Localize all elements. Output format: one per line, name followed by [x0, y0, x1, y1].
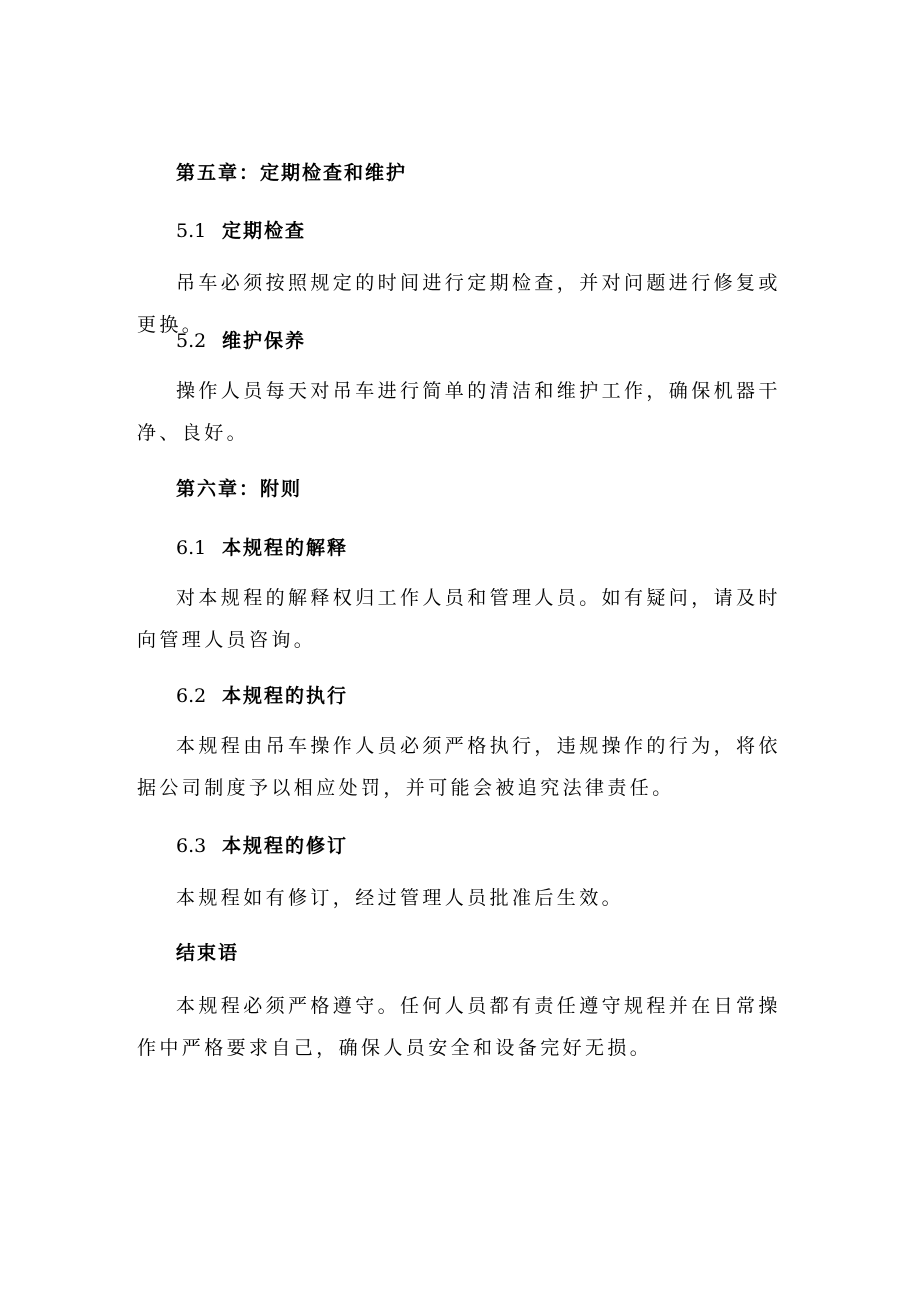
- section-6-2-number: 6.2: [176, 685, 207, 707]
- section-6-1-number: 6.1: [176, 537, 207, 559]
- section-5-2-title: 维护保养: [222, 330, 307, 352]
- section-5-2-heading: [176, 320, 836, 362]
- chapter-6-heading: 第六章：附则: [176, 478, 303, 500]
- section-5-1-paragraph: 吊车必须按照规定的时间进行定期检查，并对问题进行修复或更换。: [137, 272, 781, 336]
- section-5-1-title: 定期检查: [222, 220, 307, 242]
- section-6-3-title: 本规程的修订: [222, 835, 349, 857]
- section-6-1-paragraph: 对本规程的解释权归工作人员和管理人员。如有疑问，请及时向管理人员咨询。: [137, 587, 781, 651]
- section-6-1-heading: [176, 527, 836, 569]
- section-6-1-title: 本规程的解释: [222, 537, 349, 559]
- closing-paragraph: 本规程必须严格遵守。任何人员都有责任遵守规程并在日常操作中严格要求自己，确保人员安全和设备完好无损。: [137, 995, 781, 1059]
- section-5-1-heading: [176, 210, 836, 252]
- section-5-1-number: 5.1: [176, 220, 207, 242]
- section-6-2-title: 本规程的执行: [222, 685, 349, 707]
- closing-heading: 结束语: [176, 942, 240, 964]
- section-6-3-heading: [176, 825, 836, 867]
- section-5-2-paragraph: 操作人员每天对吊车进行简单的清洁和维护工作，确保机器干净、良好。: [137, 380, 781, 444]
- section-5-2-number: 5.2: [176, 330, 207, 352]
- section-6-3-number: 6.3: [176, 835, 207, 857]
- section-6-3-paragraph: 本规程如有修订，经过管理人员批准后生效。: [176, 887, 625, 909]
- chapter-5-heading: 第五章：定期检查和维护: [176, 162, 408, 184]
- section-6-2-paragraph: 本规程由吊车操作人员必须严格执行，违规操作的行为，将依据公司制度予以相应处罚，并可能会被追究法律责任。: [137, 735, 781, 799]
- section-6-2-heading: [176, 675, 836, 717]
